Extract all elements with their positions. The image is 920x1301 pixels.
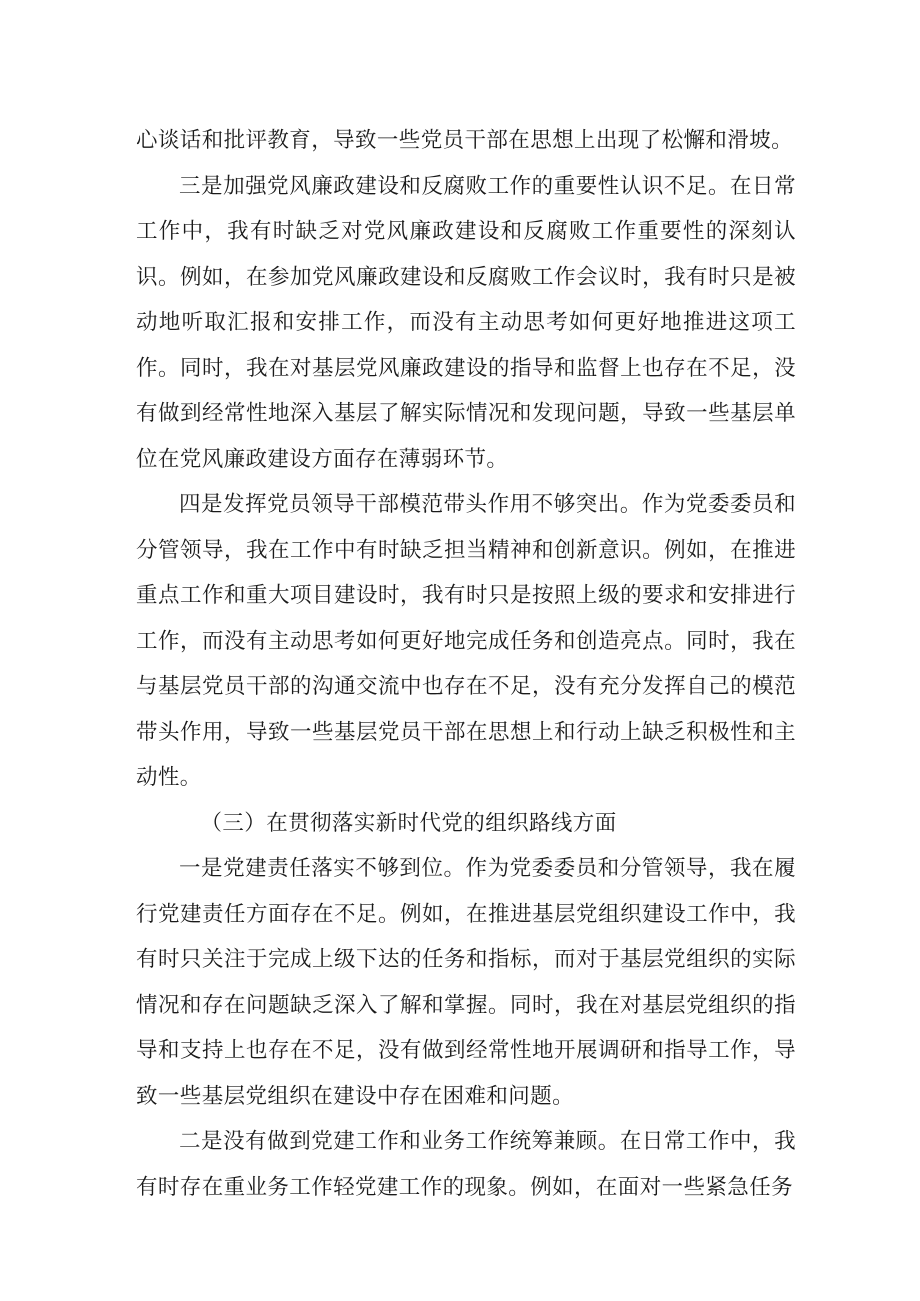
document-body [136, 118, 796, 1210]
section-heading: （三）在贯彻落实新时代党的组织路线方面 [200, 810, 617, 836]
paragraph-continued: 心谈话和批评教育，导致一些党员干部在思想上出现了松懈和滑坡。 [136, 128, 794, 153]
paragraph-item-one: 一是党建责任落实不够到位。作为党委委员和分管领导，我在履行党建责任方面存在不足。例如，在推进基层党组织建设工作中，我有时只关注于完成上级下达的任务和指标，而对于基层党组织的实际情况和存在问题缺乏深入了解和掌握。同时，我在对基层党组织的指导和支持上也存在不足，没有做到经常性地开展调研和指导工作，导致一些基层党组织在建设中存在困难和问题。 [136, 856, 796, 1109]
paragraph-item-four: 四是发挥党员领导干部模范带头作用不够突出。作为党委委员和分管领导，我在工作中有时缺乏担当精神和创新意识。例如，在推进重点工作和重大项目建设时，我有时只是按照上级的要求和安排进行工作，而没有主动思考如何更好地完成任务和创造亮点。同时，我在与基层党员干部的沟通交流中也存在不足，没有充分发挥自己的模范带头作用，导致一些基层党员干部在思想上和行动上缺乏积极性和主动性。 [136, 492, 796, 790]
paragraph-item-three: 三是加强党风廉政建设和反腐败工作的重要性认识不足。在日常工作中，我有时缺乏对党风廉政建设和反腐败工作重要性的深刻认识。例如，在参加党风廉政建设和反腐败工作会议时，我有时只是被动地听取汇报和安排工作，而没有主动思考如何更好地推进这项工作。同时，我在对基层党风廉政建设的指导和监督上也存在不足，没有做到经常性地深入基层了解实际情况和发现问题，导致一些基层单位在党风廉政建设方面存在薄弱环节。 [136, 173, 796, 472]
paragraph-item-two: 二是没有做到党建工作和业务工作统筹兼顾。在日常工作中，我有时存在重业务工作轻党建工作的现象。例如，在面对一些紧急任务 [136, 1129, 796, 1200]
